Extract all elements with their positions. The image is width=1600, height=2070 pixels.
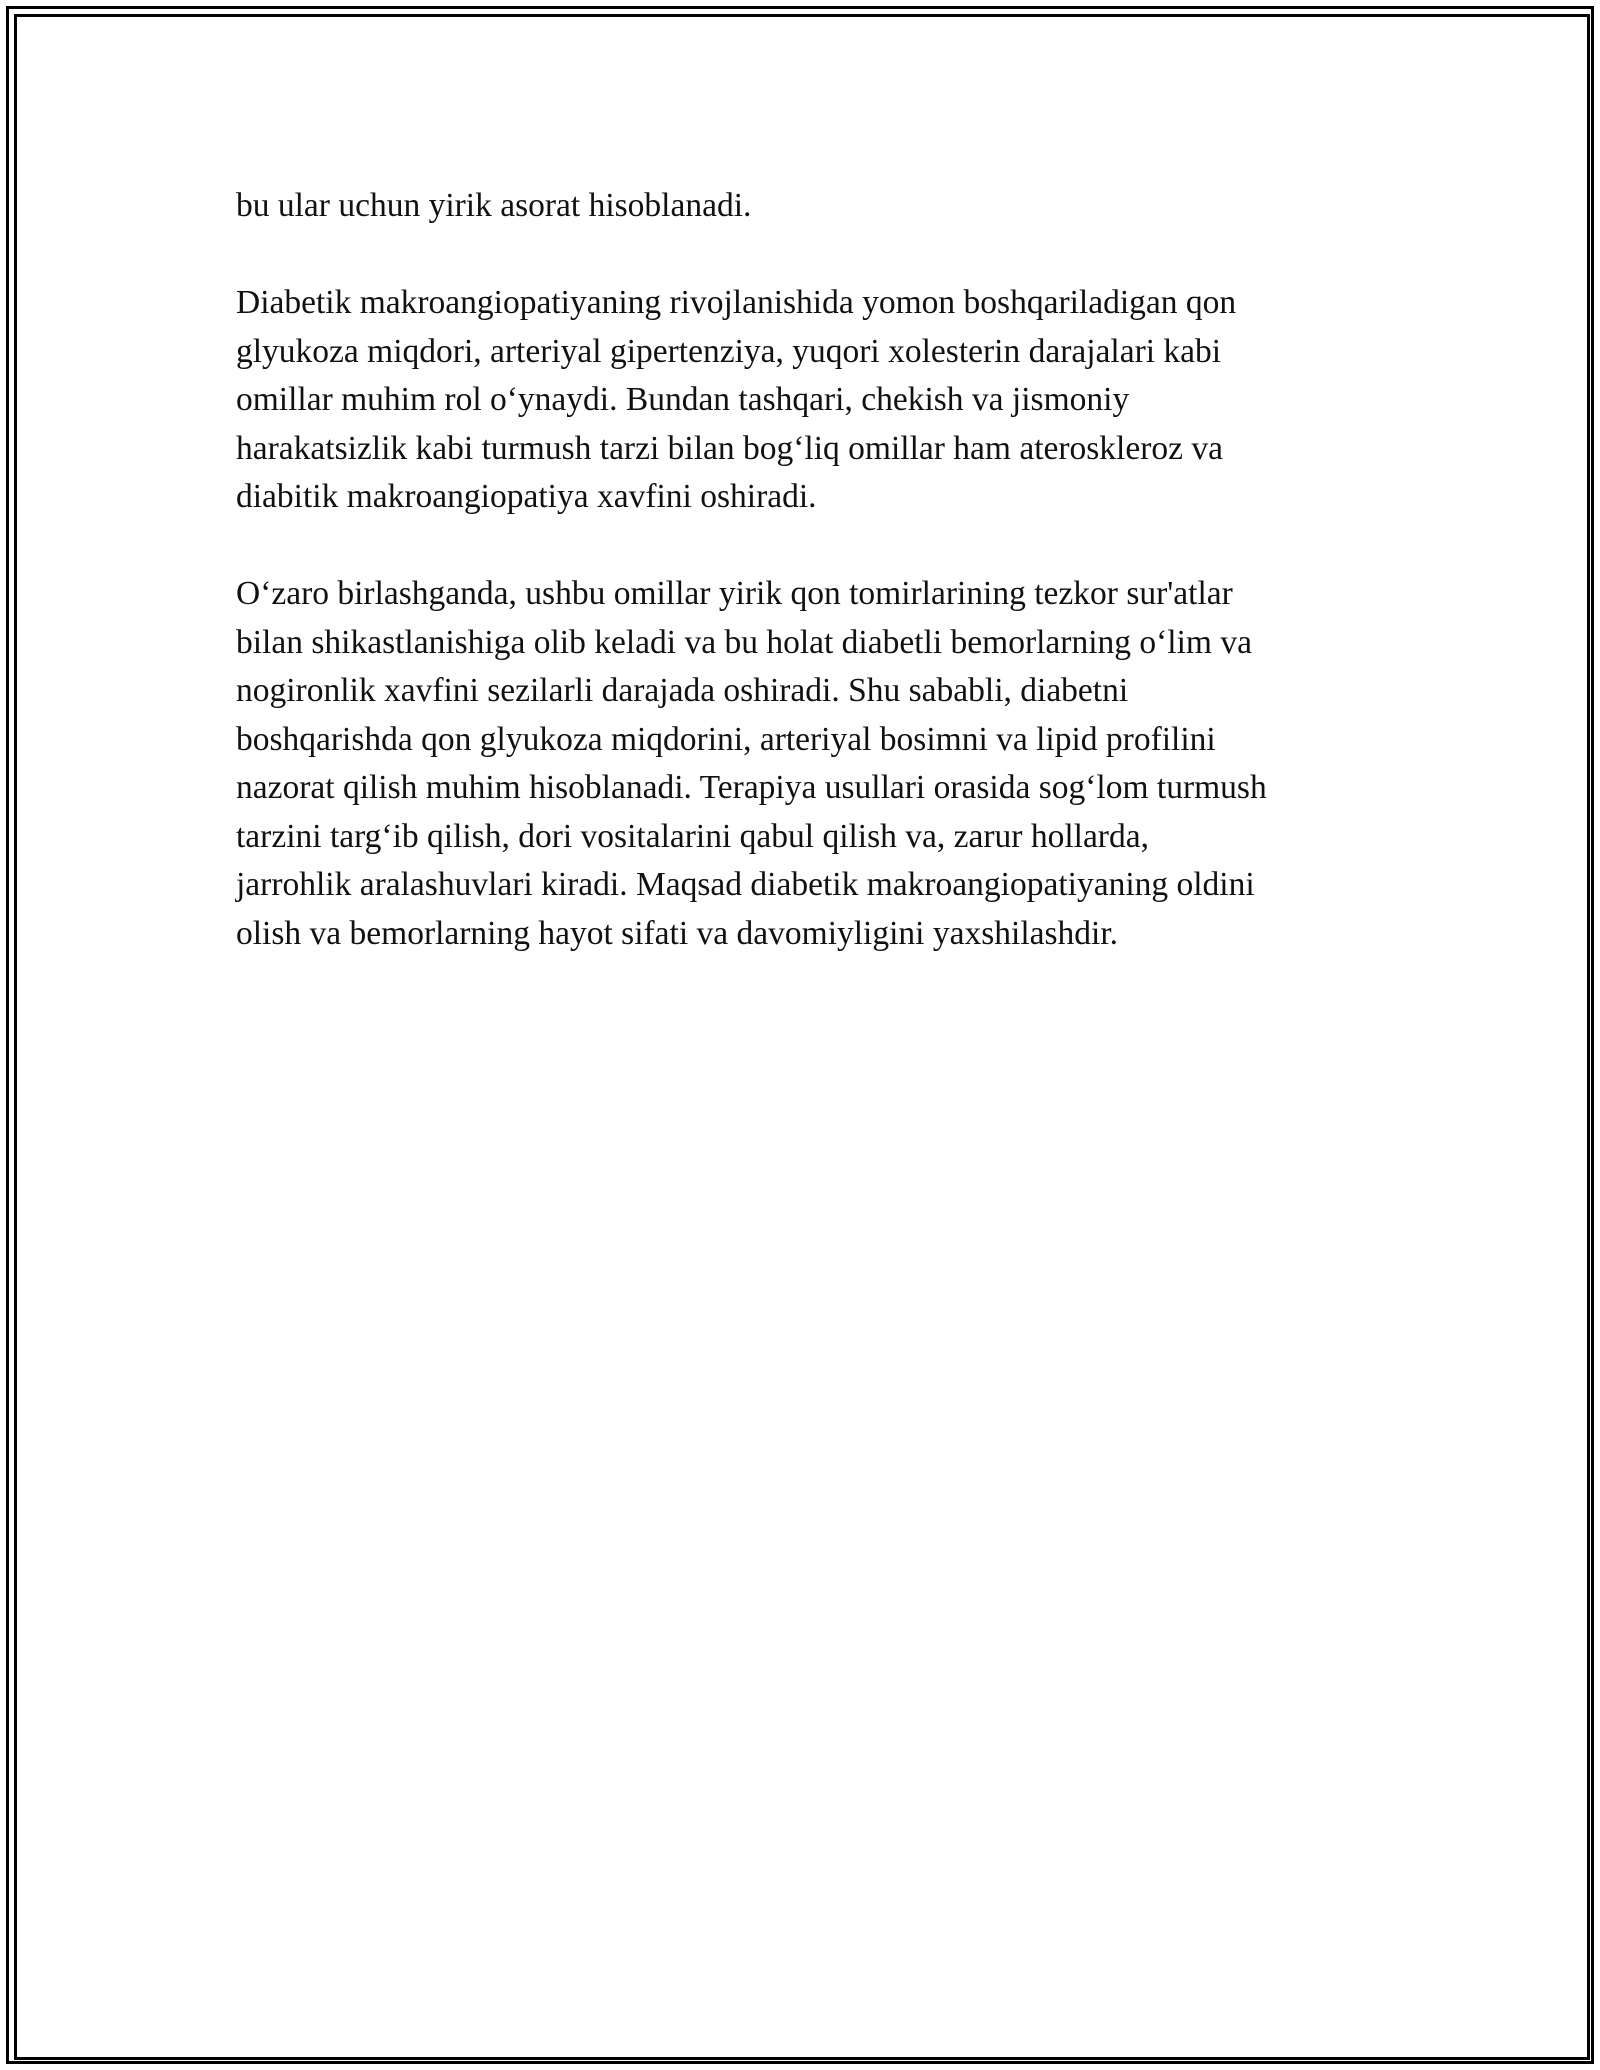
text-line: bu ular uchun yirik asorat hisoblanadi.	[236, 187, 752, 224]
text-line: tarzini targ‘ib qilish, dori vositalarini qabul qilish va, zarur hollarda,	[236, 817, 1149, 855]
text-line: diabitik makroangiopatiya xavfini oshiradi.	[236, 478, 817, 515]
text-line: boshqarishda qon glyukoza miqdorini, arteriyal bosimni va lipid profilini	[236, 720, 1216, 758]
text-line: nogironlik xavfini sezilarli darajada oshiradi. Shu sababli, diabetni	[236, 672, 1129, 709]
paragraph-2	[236, 279, 1396, 522]
text-line: Diabetik makroangiopatiyaning rivojlanishida yomon boshqariladigan qon	[236, 284, 1237, 321]
text-line: jarrohlik aralashuvlari kiradi. Maqsad diabetik makroangiopatiyaning oldini	[236, 866, 1255, 903]
text-line: omillar muhim rol o‘ynaydi. Bundan tashqari, chekish va jismoniy	[236, 381, 1130, 418]
text-line: nazorat qilish muhim hisoblanadi. Terapiya usullari orasida sog‘lom turmush	[236, 769, 1267, 806]
paragraph-3	[236, 570, 1396, 958]
document-body	[236, 182, 1396, 1007]
text-line: harakatsizlik kabi turmush tarzi bilan bog‘liq omillar ham ateroskleroz va	[236, 429, 1224, 467]
text-line: O‘zaro birlashganda, ushbu omillar yirik qon tomirlarining tezkor sur'atlar	[236, 575, 1233, 612]
text-line: glyukoza miqdori, arteriyal gipertenziya, yuqori xolesterin darajalari kabi	[236, 332, 1222, 370]
text-line: bilan shikastlanishiga olib keladi va bu holat diabetli bemorlarning o‘lim va	[236, 623, 1252, 661]
paragraph-1	[236, 182, 1396, 231]
text-line: olish va bemorlarning hayot sifati va davomiyligini yaxshilashdir.	[236, 914, 1119, 952]
